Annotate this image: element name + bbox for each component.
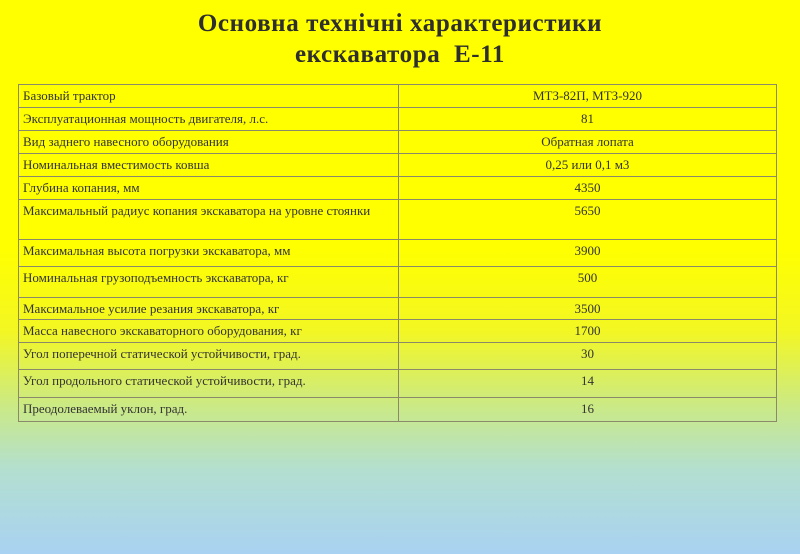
table-row [19, 154, 777, 177]
param-cell: Преодолеваемый уклон, град. [19, 398, 399, 422]
title-line-1: Основна технічні характеристики [197, 10, 603, 37]
value-cell: МТЗ-82П, МТЗ-920 [399, 85, 777, 108]
value-cell: 16 [399, 398, 777, 422]
specifications-table [18, 84, 777, 422]
value-cell: 5650 [399, 200, 777, 240]
table-row [19, 343, 777, 370]
table-row [19, 108, 777, 131]
param-cell: Угол продольного статической устойчивости, град. [19, 370, 399, 398]
value-cell: 3500 [399, 298, 777, 320]
param-cell: Максимальный радиус копания экскаватора на уровне стоянки [19, 200, 399, 240]
table-row [19, 200, 777, 240]
param-cell: Масса навесного экскаваторного оборудования, кг [19, 320, 399, 343]
param-cell: Максимальное усилие резания экскаватора, кг [19, 298, 399, 320]
table-row [19, 370, 777, 398]
table-row [19, 131, 777, 154]
table-row [19, 267, 777, 298]
table-row [19, 240, 777, 267]
param-cell: Базовый трактор [19, 85, 399, 108]
value-cell: 4350 [399, 177, 777, 200]
value-cell: 500 [399, 267, 777, 298]
table-row [19, 398, 777, 422]
param-cell: Вид заднего навесного оборудования [19, 131, 399, 154]
param-cell: Максимальная высота погрузки экскаватора, мм [19, 240, 399, 267]
table-row [19, 177, 777, 200]
title-line-2: екскаватора Е-11 [294, 41, 506, 68]
value-cell: Обратная лопата [399, 131, 777, 154]
param-cell: Глубина копания, мм [19, 177, 399, 200]
value-cell: 3900 [399, 240, 777, 267]
value-cell: 30 [399, 343, 777, 370]
value-cell: 0,25 или 0,1 м3 [399, 154, 777, 177]
param-cell: Угол поперечной статической устойчивости, град. [19, 343, 399, 370]
param-cell: Эксплуатационная мощность двигателя, л.с. [19, 108, 399, 131]
param-cell: Номинальная грузоподъемность экскаватора, кг [19, 267, 399, 298]
value-cell: 1700 [399, 320, 777, 343]
value-cell: 81 [399, 108, 777, 131]
table-row [19, 320, 777, 343]
param-cell: Номинальная вместимость ковша [19, 154, 399, 177]
page-title [0, 8, 800, 70]
table-row [19, 298, 777, 320]
table-row [19, 85, 777, 108]
value-cell: 14 [399, 370, 777, 398]
